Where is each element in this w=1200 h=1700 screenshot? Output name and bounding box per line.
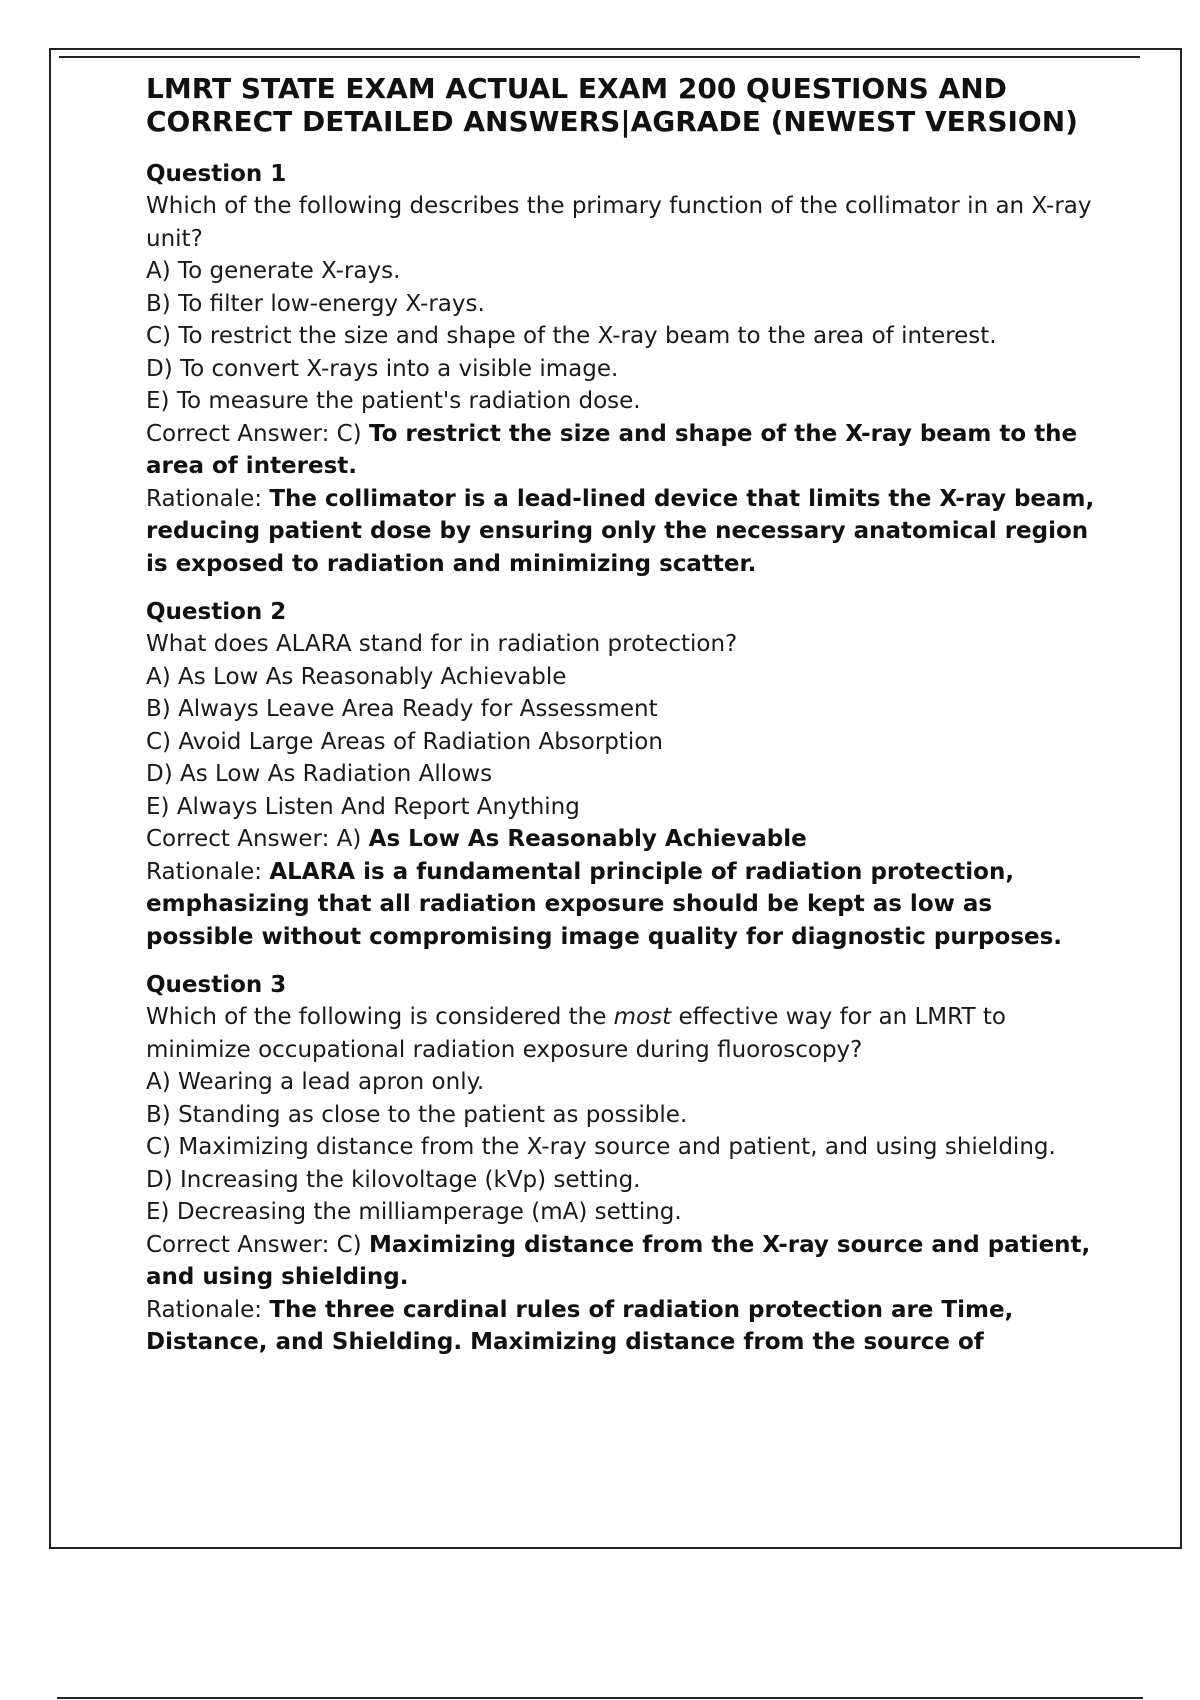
top-divider <box>59 56 1140 58</box>
answer-option-a: A) To generate X-rays. <box>146 258 401 284</box>
rationale <box>146 1294 1106 1359</box>
question-text: Which of the following describes the primary function of the collimator in an X-ray unit? <box>146 193 1092 252</box>
question-text-end: effective way for an LMRT to minimize occupational radiation exposure during fluoroscopy? <box>146 1004 1006 1063</box>
question-heading: Question 3 <box>146 972 287 998</box>
question-heading: Question 2 <box>146 599 287 625</box>
bottom-divider <box>57 1697 1143 1699</box>
answer-option-c: C) Avoid Large Areas of Radiation Absorption <box>146 728 663 755</box>
rationale-label: Rationale: <box>146 485 270 512</box>
question-text: What does ALARA stand for in radiation protection? <box>146 631 738 657</box>
rationale-text: The three cardinal rules of radiation protection are Time, Distance, and Shielding. Maximizing distance from the source of <box>146 1296 1014 1355</box>
rationale-label: Rationale: <box>146 858 270 885</box>
correct-answer-label: Correct Answer: A) <box>146 826 369 852</box>
question-block-2 <box>146 596 1106 953</box>
correct-answer-text: As Low As Reasonably Achievable <box>368 826 807 852</box>
rationale-text: The collimator is a lead-lined device that limits the X-ray beam, reducing patient dose by ensuring only the necessary anatomical region is exposed to radiation and minimizing scatter. <box>146 485 1095 577</box>
answer-option-d: D) As Low As Radiation Allows <box>146 761 493 787</box>
answer-option-e: E) Decreasing the milliamperage (mA) setting. <box>146 1199 682 1225</box>
question-block-1 <box>146 158 1106 580</box>
answer-option-d: D) Increasing the kilovoltage (kVp) setting. <box>146 1166 641 1193</box>
answer-option-b: B) To filter low-energy X-rays. <box>146 290 485 317</box>
question-text-emphasis: most <box>613 1004 672 1030</box>
answer-option-e: E) To measure the patient's radiation dose. <box>146 388 641 414</box>
answer-option-b: B) Standing as close to the patient as possible. <box>146 1101 688 1128</box>
question-heading: Question 1 <box>146 161 287 187</box>
rationale <box>146 856 1106 954</box>
question-block-3 <box>146 969 1106 1359</box>
correct-answer <box>146 418 1106 483</box>
document-content <box>146 72 1106 1375</box>
correct-answer-text: To restrict the size and shape of the X-ray beam to the area of interest. <box>146 420 1078 479</box>
answer-option-a: A) Wearing a lead apron only. <box>146 1069 485 1095</box>
answer-option-b: B) Always Leave Area Ready for Assessment <box>146 696 658 722</box>
document-title: LMRT STATE EXAM ACTUAL EXAM 200 QUESTIONS AND CORRECT DETAILED ANSWERS|AGRADE (NEWEST VERSION) <box>146 72 1078 138</box>
rationale-label: Rationale: <box>146 1296 270 1323</box>
correct-answer-text: Maximizing distance from the X-ray source and patient, and using shielding. <box>146 1231 1091 1290</box>
rationale-text: ALARA is a fundamental principle of radiation protection, emphasizing that all radiation exposure should be kept as low as possible without compromising image quality for diagnostic purposes. <box>146 858 1063 950</box>
answer-option-c: C) Maximizing distance from the X-ray source and patient, and using shielding. <box>146 1134 1056 1160</box>
question-text-start: Which of the following is considered the <box>146 1004 614 1030</box>
answer-option-c: C) To restrict the size and shape of the X-ray beam to the area of interest. <box>146 323 997 349</box>
answer-option-e: E) Always Listen And Report Anything <box>146 793 580 820</box>
correct-answer <box>146 823 1106 856</box>
correct-answer-label: Correct Answer: C) <box>146 1231 369 1258</box>
answer-option-d: D) To convert X-rays into a visible image. <box>146 355 619 382</box>
question-text <box>146 1001 1106 1066</box>
rationale <box>146 483 1106 581</box>
correct-answer-label: Correct Answer: C) <box>146 420 369 447</box>
answer-option-a: A) As Low As Reasonably Achievable <box>146 663 567 690</box>
correct-answer <box>146 1229 1106 1294</box>
